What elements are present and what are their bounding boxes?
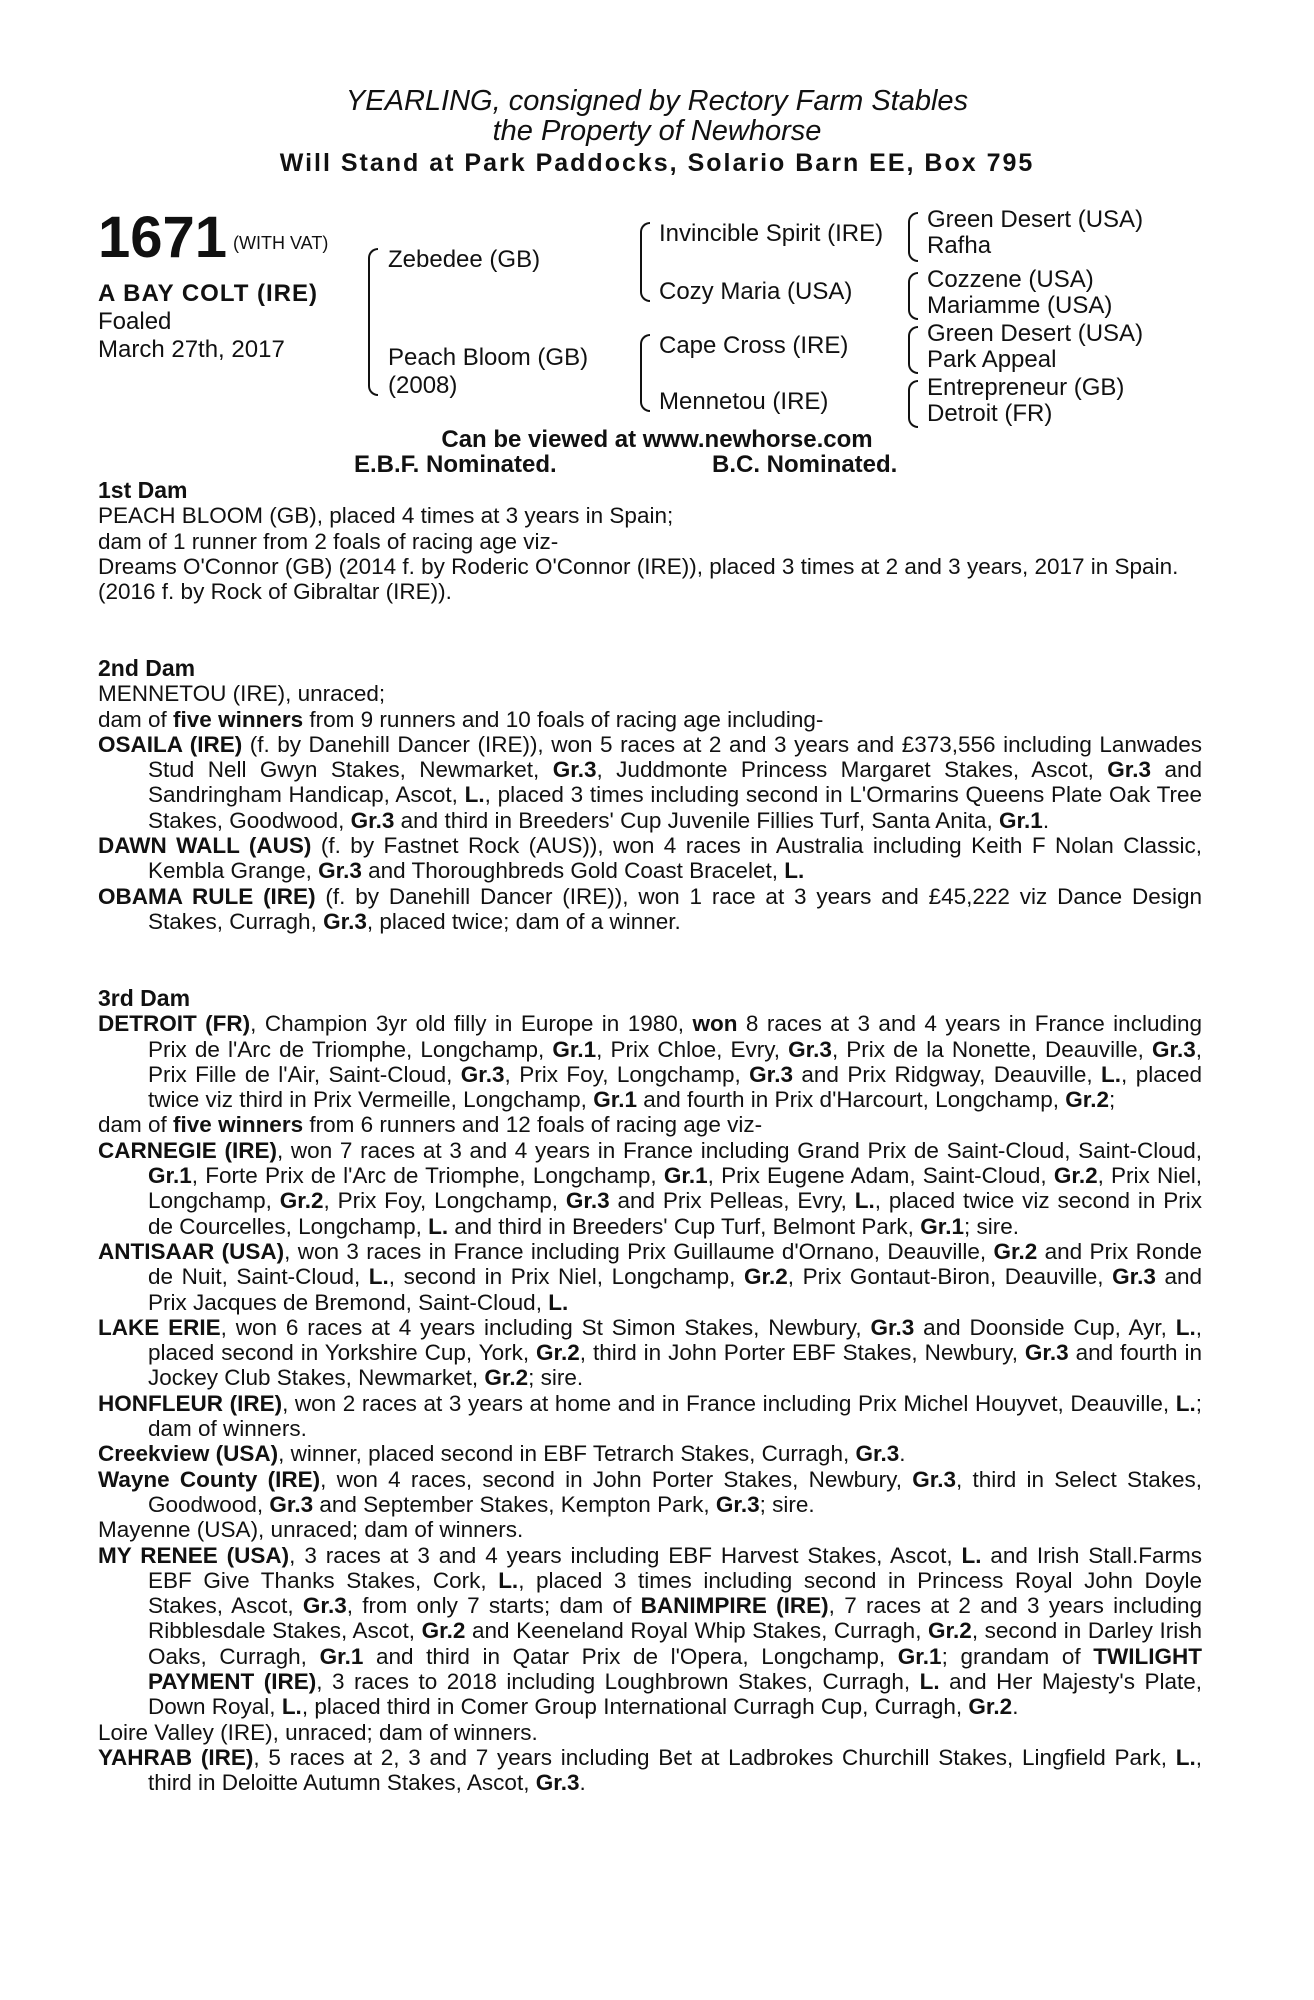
winner-name: Wayne County (IRE)	[98, 1466, 321, 1492]
produce-entry: Mayenne (USA), unraced; dam of winners.	[98, 1517, 524, 1543]
vat-label: (WITH VAT)	[233, 233, 329, 253]
produce-entry: (2016 f. by Rock of Gibraltar (IRE)).	[98, 579, 452, 605]
first-dam-text: PEACH BLOOM (GB), placed 4 times at 3 years in Spain;	[98, 503, 674, 529]
ebf-nomination: E.B.F. Nominated.	[354, 451, 557, 478]
grandsire-7: Entrepreneur (GB)	[927, 374, 1125, 401]
lot-block	[98, 205, 329, 270]
winner-name: DAWN WALL (AUS)	[98, 833, 312, 859]
consignor-line: YEARLING, consigned by Rectory Farm Stables	[345, 85, 969, 117]
sire-sire: Invincible Spirit (IRE)	[659, 220, 884, 247]
winner-name: LAKE ERIE	[98, 1314, 221, 1340]
foaled-label: Foaled	[98, 308, 172, 335]
pedigree-bracket	[908, 212, 918, 262]
winner-name: YAHRAB (IRE)	[98, 1744, 254, 1770]
produce-entry: Wayne County (IRE), won 4 races, second in John Porter Stakes, Newbury, Gr.3, third in Select Stakes, Goodwood, Gr.3 and September Stakes, Kempton Park, Gr.3; sire.	[98, 1466, 1203, 1517]
winner-name: ANTISAAR (USA)	[98, 1238, 285, 1264]
winner-name: MY RENEE (USA)	[98, 1542, 290, 1568]
dam-year: (2008)	[388, 372, 458, 399]
second-dam-produce: dam of five winners from 9 runners and 10 foals of racing age including-	[98, 706, 824, 732]
first-dam-section	[98, 478, 1202, 604]
horse-name: A BAY COLT (IRE)	[98, 280, 319, 307]
grandsire-8: Detroit (FR)	[927, 400, 1053, 427]
winner-name: HONFLEUR (IRE)	[98, 1390, 283, 1416]
third-dam-heading: 3rd Dam	[98, 985, 191, 1011]
dam-sire: Cape Cross (IRE)	[659, 332, 849, 359]
pedigree-bracket	[640, 334, 650, 412]
produce-entry: DAWN WALL (AUS) (f. by Fastnet Rock (AUS)), won 4 races in Australia including Keith F Nolan Classic, Kembla Grange, Gr.3 and Thoroughbreds Gold Coast Bracelet, L.	[98, 833, 1203, 884]
horse-block	[98, 280, 318, 364]
pedigree-bracket	[908, 272, 918, 320]
grandsire-3: Cozzene (USA)	[927, 266, 1094, 293]
lot-number: 1671	[98, 205, 228, 270]
grandsire-4: Mariamme (USA)	[927, 292, 1113, 319]
pedigree-bracket	[908, 326, 918, 374]
produce-entry: OBAMA RULE (IRE) (f. by Danehill Dancer (IRE)), won 1 race at 3 years and £45,222 viz Dance Design Stakes, Curragh, Gr.3, placed twice; dam of a winner.	[98, 883, 1202, 934]
first-dam-produce: dam of 1 runner from 2 foals of racing age viz-	[98, 528, 559, 554]
third-dam-section	[98, 986, 1202, 1796]
produce-entry: MY RENEE (USA), 3 races at 3 and 4 years including EBF Harvest Stakes, Ascot, L. and Irish Stall.Farms EBF Give Thanks Stakes, Cork, L., placed 3 times including second in Princess Royal John Doyle Stakes, Ascot, Gr.3, from only 7 starts; dam of BANIMPIRE (IRE), 7 races at 2 and 3 years including Ribblesdale Stakes, Ascot, Gr.2 and Keeneland Royal Whip Stakes, Curragh, Gr.2, second in Darley Irish Oaks, Curragh, Gr.1 and third in Qatar Prix de l'Opera, Longchamp, Gr.1; grandam of TWILIGHT PAYMENT (IRE), 3 races to 2018 including Loughbrown Stakes, Curragh, L. and Her Majesty's Plate, Down Royal, L., placed third in Comer Group International Curragh Cup, Curragh, Gr.2.	[98, 1542, 1203, 1720]
produce-entry: HONFLEUR (IRE), won 2 races at 3 years at home and in France including Prix Michel Houyvet, Deauville, L.; dam of winners.	[98, 1390, 1202, 1442]
winner-name: Creekview (USA)	[98, 1441, 279, 1467]
grandsire-6: Park Appeal	[927, 346, 1057, 373]
pedigree-bracket	[640, 222, 650, 302]
winner-name: CARNEGIE (IRE)	[98, 1137, 277, 1163]
winner-name: BANIMPIRE (IRE)	[640, 1593, 829, 1619]
second-dam-section	[98, 656, 1202, 934]
grandsire-5: Green Desert (USA)	[927, 320, 1144, 347]
sire-dam: Cozy Maria (USA)	[659, 278, 853, 305]
winner-name: OBAMA RULE (IRE)	[98, 883, 316, 909]
property-line: the Property of Newhorse	[492, 115, 822, 147]
produce-entry: ANTISAAR (USA), won 3 races in France including Prix Guillaume d'Ornano, Deauville, Gr.2 and Prix Ronde de Nuit, Saint-Cloud, L., second in Prix Niel, Longchamp, Gr.2, Prix Gontaut-Biron, Deauville, Gr.3 and Prix Jacques de Bremond, Saint-Cloud, L.	[98, 1238, 1202, 1315]
stabling-line: Will Stand at Park Paddocks, Solario Barn EE, Box 795	[279, 149, 1035, 177]
produce-entry: Dreams O'Connor (GB) (2014 f. by Roderic O'Connor (IRE)), placed 3 times at 2 and 3 years, 2017 in Spain.	[98, 553, 1179, 579]
grandsire-1: Green Desert (USA)	[927, 206, 1144, 233]
produce-entry: Loire Valley (IRE), unraced; dam of winners.	[98, 1719, 538, 1745]
produce-entry: LAKE ERIE, won 6 races at 4 years including St Simon Stakes, Newbury, Gr.3 and Doonside Cup, Ayr, L., placed second in Yorkshire Cup, York, Gr.2, third in John Porter EBF Stakes, Newbury, Gr.3 and fourth in Jockey Club Stakes, Newmarket, Gr.2; sire.	[98, 1314, 1203, 1391]
dam: Peach Bloom (GB)	[388, 344, 589, 371]
second-dam-heading: 2nd Dam	[98, 655, 196, 681]
pedigree-bracket	[908, 380, 918, 428]
produce-entry: YAHRAB (IRE), 5 races at 2, 3 and 7 years including Bet at Ladbrokes Churchill Stakes, Lingfield Park, L., third in Deloitte Autumn Stakes, Ascot, Gr.3.	[98, 1744, 1202, 1796]
produce-entry: CARNEGIE (IRE), won 7 races at 3 and 4 years in France including Grand Prix de Saint-Cloud, Saint-Cloud, Gr.1, Forte Prix de l'Arc de Triomphe, Longchamp, Gr.1, Prix Eugene Adam, Saint-Cloud, Gr.2, Prix Niel, Longchamp, Gr.2, Prix Foy, Longchamp, Gr.3 and Prix Pelleas, Evry, L., placed twice viz second in Prix de Courcelles, Longchamp, L. and third in Breeders' Cup Turf, Belmont Park, Gr.1; sire.	[98, 1137, 1202, 1239]
second-dam-text: MENNETOU (IRE), unraced;	[98, 681, 386, 707]
winner-name: TWILIGHT PAYMENT (IRE)	[148, 1643, 1202, 1695]
third-dam-produce: dam of five winners from 6 runners and 12 foals of racing age viz-	[98, 1112, 763, 1138]
viewing-link: Can be viewed at www.newhorse.com	[441, 426, 873, 453]
winner-name: DETROIT (FR)	[98, 1011, 251, 1037]
winner-name: OSAILA (IRE)	[98, 731, 243, 757]
sire: Zebedee (GB)	[388, 246, 541, 273]
bc-nomination: B.C. Nominated.	[712, 451, 898, 478]
grandsire-2: Rafha	[927, 232, 992, 259]
first-dam-heading: 1st Dam	[98, 477, 188, 503]
third-dam-text: DETROIT (FR), Champion 3yr old filly in Europe in 1980, won 8 races at 3 and 4 years in France including Prix de l'Arc de Triomphe, Longchamp, Gr.1, Prix Chloe, Evry, Gr.3, Prix de la Nonette, Deauville, Gr.3, Prix Fille de l'Air, Saint-Cloud, Gr.3, Prix Foy, Longchamp, Gr.3 and Prix Ridgway, Deauville, L., placed twice viz third in Prix Vermeille, Longchamp, Gr.1 and fourth in Prix d'Harcourt, Longchamp, Gr.2;	[98, 1011, 1203, 1113]
foaled-date: March 27th, 2017	[98, 336, 285, 363]
pedigree-bracket	[368, 248, 378, 396]
produce-entry: Creekview (USA), winner, placed second in EBF Tetrarch Stakes, Curragh, Gr.3.	[98, 1441, 906, 1467]
dam-dam: Mennetou (IRE)	[659, 388, 829, 415]
produce-entry: OSAILA (IRE) (f. by Danehill Dancer (IRE)), won 5 races at 2 and 3 years and £373,556 including Lanwades Stud Nell Gwyn Stakes, Newmarket, Gr.3, Juddmonte Princess Margaret Stakes, Ascot, Gr.3 and Sandringham Handicap, Ascot, L., placed 3 times including second in L'Ormarins Queens Plate Oak Tree Stakes, Goodwood, Gr.3 and third in Breeders' Cup Juvenile Fillies Turf, Santa Anita, Gr.1.	[98, 731, 1203, 833]
